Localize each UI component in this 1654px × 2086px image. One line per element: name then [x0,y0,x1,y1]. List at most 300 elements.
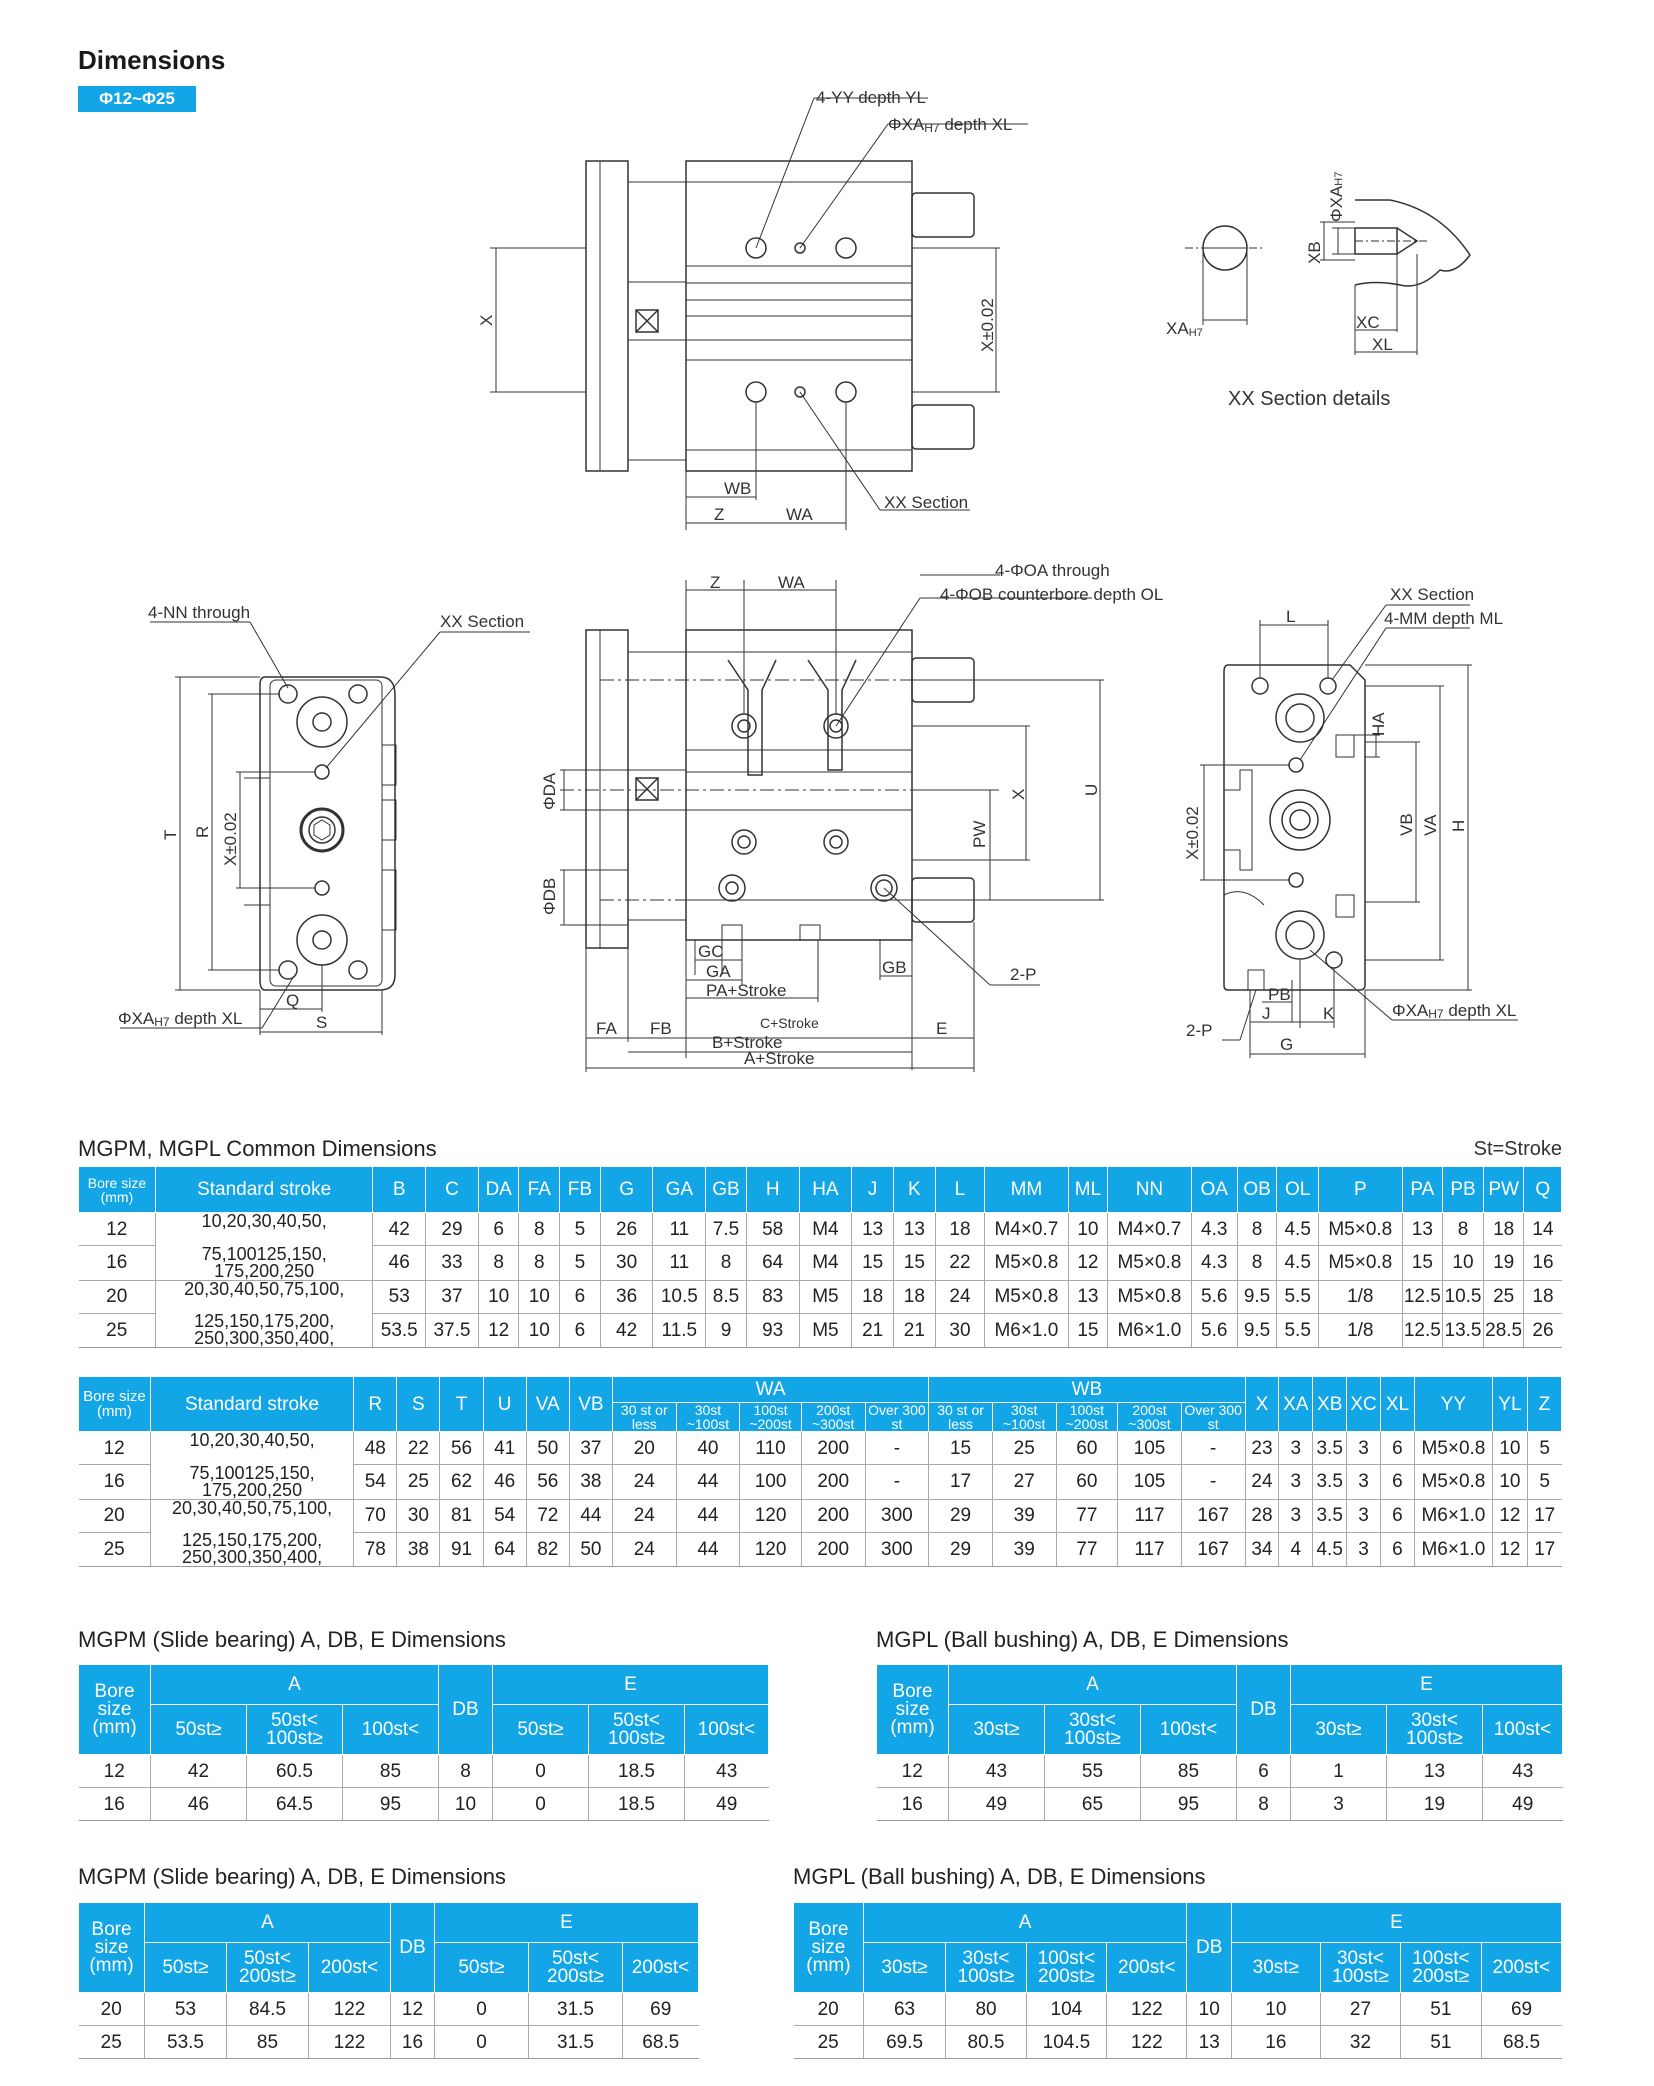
table-cell: M6×1.0 [985,1313,1068,1348]
table-header: OL [1277,1167,1319,1213]
table-header: K [894,1167,936,1213]
table-header: DB [391,1903,435,1993]
table-cell: 5 [560,1246,601,1281]
slide-bearing-table-2 [78,1902,699,2059]
table-cell: M5×0.8 [1319,1246,1402,1281]
table-header: WA [612,1377,928,1403]
table-cell: 9.5 [1237,1280,1277,1313]
xx-detail-labels [1166,172,1393,410]
table-cell: 8 [1237,1788,1291,1821]
table-cell: 50 [569,1532,612,1567]
table-cell: 58 [746,1213,799,1246]
table6-title: MGPL (Ball bushing) A, DB, E Dimensions [793,1864,1206,1889]
table-row [79,1788,769,1821]
table-cell: 6 [560,1313,601,1348]
table-cell: 39 [992,1532,1056,1567]
table-cell: 28.5 [1483,1313,1524,1348]
table-cell: 9 [706,1313,747,1348]
table-header: Bore size (mm) [79,1377,151,1432]
table-cell: 29 [426,1213,479,1246]
label-da: ΦDA [540,772,559,810]
standard-stroke-cell [155,1313,373,1348]
table-cell: 3 [1347,1465,1381,1500]
table-cell: 8 [478,1246,519,1281]
table-cell: 1 [1291,1755,1387,1788]
table-subheader: 30 st or less [929,1403,993,1432]
table-cell: 82 [526,1532,569,1567]
label-pw: PW [970,820,989,848]
table-header: H [746,1167,799,1213]
table-cell: 12 [1068,1246,1108,1281]
table-cell: 62 [440,1465,483,1500]
table-cell: 68.5 [623,2026,699,2059]
table-cell: 25 [79,1313,156,1348]
table-cell: 53.5 [373,1313,426,1348]
table-cell: M5×0.8 [1414,1465,1492,1500]
table-cell: 7.5 [706,1213,747,1246]
label-e: E [936,1019,948,1038]
table-header: A [863,1903,1187,1943]
table-cell: 16 [79,1465,151,1500]
table-cell: 49 [949,1788,1045,1821]
label-gb: GB [882,958,907,977]
table-cell: M5 [799,1280,852,1313]
table-cell: 0 [493,1788,589,1821]
table-header: X [1245,1377,1279,1432]
table-cell: - [865,1432,929,1465]
table-cell: 30 [397,1499,440,1532]
table-cell: 10.5 [1443,1280,1484,1313]
table-header: YY [1414,1377,1492,1432]
table-cell: 167 [1181,1499,1245,1532]
table-cell: 5.6 [1191,1313,1237,1348]
table-header: VA [526,1377,569,1432]
table-cell: 10 [478,1280,519,1313]
table-cell: 5.5 [1277,1280,1319,1313]
table-cell: 105 [1118,1432,1182,1465]
table-header: FB [560,1167,601,1213]
table-subheader: 200st ~300st [801,1403,865,1432]
table-subheader: 30st< 100st≥ [1387,1705,1483,1755]
table-header: Standard stroke [150,1377,353,1432]
table-header: S [397,1377,440,1432]
table-subheader: 100st< [1483,1705,1563,1755]
table-cell: 5.6 [1191,1280,1237,1313]
label-ob: 4-ΦOB counterbore depth OL [940,585,1164,604]
table-cell: 60.5 [247,1755,343,1788]
table-cell: 83 [746,1280,799,1313]
label-h: H [1449,819,1468,832]
table-header: A [151,1665,439,1705]
table-cell: 10 [1443,1246,1484,1281]
table-cell: 0 [493,1755,589,1788]
table-cell: 43 [949,1755,1045,1788]
table-cell: 26 [1524,1313,1562,1348]
table-cell: 31.5 [529,2026,623,2059]
label-x: X [477,314,496,326]
table-cell: 29 [929,1499,993,1532]
label-pb: PB [1268,985,1291,1004]
table-header: XA [1279,1377,1313,1432]
table-header: PB [1443,1167,1484,1213]
table-cell: 25 [794,2026,864,2059]
table-cell: 18 [894,1280,936,1313]
table-header: Standard stroke [155,1167,373,1213]
table-cell: 37 [569,1432,612,1465]
table-row [79,1499,1562,1532]
table-cell: 13 [1402,1213,1443,1246]
table-cell: 0 [435,1993,529,2026]
table-cell: 50 [526,1432,569,1465]
table-cell: 48 [354,1432,397,1465]
table-cell: 24 [612,1465,676,1500]
table-cell: 60 [1056,1465,1118,1500]
table-cell: 54 [483,1499,526,1532]
table-cell: 3 [1279,1499,1313,1532]
table-cell: M5×0.8 [985,1280,1068,1313]
table-header: YL [1492,1377,1527,1432]
label-x-front: X [1009,788,1028,800]
table-cell: 21 [894,1313,936,1348]
table-cell: 95 [343,1788,439,1821]
table-cell: 10 [519,1313,560,1348]
table-cell: 20 [794,1993,864,2026]
table-cell: 44 [569,1499,612,1532]
table-cell: 3 [1347,1499,1381,1532]
right-end-view-drawing [1200,605,1518,1058]
label-xb: XB [1305,241,1324,264]
table-cell: 21 [852,1313,894,1348]
label-oa: 4-ΦOA through [995,561,1110,580]
label-q: Q [286,991,300,1010]
table-cell: 85 [227,2026,309,2059]
table-cell: 13 [1387,1755,1483,1788]
table-cell: M5×0.8 [1414,1432,1492,1465]
table1-title: MGPM, MGPL Common Dimensions [78,1136,437,1161]
label-2p: 2-P [1010,965,1037,984]
table-cell: 6 [1381,1499,1415,1532]
table-subheader: 30st≥ [863,1943,946,1993]
table-cell: 12 [478,1313,519,1348]
table-cell: 104.5 [1026,2026,1106,2059]
stroke-line: 250,300,350,400, [194,1328,335,1348]
table-cell: 3.5 [1313,1465,1347,1500]
table-cell: 69.5 [863,2026,946,2059]
table-cell: 10 [1068,1213,1108,1246]
label-xa-depth: ΦXAH7 depth XL [888,115,1013,135]
table-cell: 23 [1245,1432,1279,1465]
table-cell: 200 [801,1432,865,1465]
label-k: K [1323,1004,1335,1023]
label-t: T [161,829,180,840]
table-cell: 16 [79,1788,151,1821]
table-cell: 8 [1237,1213,1277,1246]
top-view-drawing [490,98,1028,530]
table-subheader: 200st< [309,1943,391,1993]
label-a: A+Stroke [744,1049,815,1068]
table-cell: 6 [1381,1432,1415,1465]
table-subheader: 200st ~300st [1118,1403,1182,1432]
table-row [794,2026,1562,2059]
table-cell: 60 [1056,1432,1118,1465]
table-cell: 65 [1045,1788,1141,1821]
table-cell: 38 [397,1532,440,1567]
table-cell: 4.3 [1191,1213,1237,1246]
table-header: GA [653,1167,706,1213]
table-cell: 15 [1402,1246,1443,1281]
table-subheader: 200st< [1107,1943,1187,1993]
label-2p-right: 2-P [1186,1021,1213,1040]
standard-stroke-cell [155,1280,373,1313]
table-cell: 10 [1492,1432,1527,1465]
table-cell: 10 [1187,1993,1231,2026]
table-cell: 1/8 [1319,1280,1402,1313]
table-cell: 44 [676,1499,740,1532]
table-header: Bore size (mm) [794,1903,864,1993]
table-subheader: 50st< 200st≥ [227,1943,309,1993]
table-cell: 55 [1045,1755,1141,1788]
table-cell: 20 [79,1499,151,1532]
table-cell: 24 [612,1499,676,1532]
table-row [79,1465,1562,1500]
label-xx-details: XX Section details [1228,388,1391,410]
table-subheader: Over 300 st [1181,1403,1245,1432]
table-header: J [852,1167,894,1213]
label-pa: PA+Stroke [706,981,787,1000]
table-cell: 80.5 [946,2026,1026,2059]
table-cell: 30 [600,1246,653,1281]
table-cell: 5 [560,1213,601,1246]
stroke-line: 75,100125,150, [189,1464,315,1483]
table-cell: 16 [1231,2026,1320,2059]
table-cell: 38 [569,1465,612,1500]
table-header: HA [799,1167,852,1213]
table-cell: 41 [483,1432,526,1465]
standard-stroke-cell [155,1213,373,1246]
table-cell: 77 [1056,1499,1118,1532]
table-row [79,1532,1562,1567]
table-cell: 10 [1492,1465,1527,1500]
table-cell: 69 [623,1993,699,2026]
table-cell: 81 [440,1499,483,1532]
slide-bearing-table-1 [78,1664,769,1821]
stroke-line: 175,200,250 [214,1260,315,1280]
table-row [79,1755,769,1788]
label-u: U [1082,783,1101,796]
table-cell: 95 [1141,1788,1237,1821]
table-cell: 24 [1245,1465,1279,1500]
table-cell: 46 [483,1465,526,1500]
table-header: PA [1402,1167,1443,1213]
table-cell: 29 [929,1532,993,1567]
table-cell: 24 [935,1280,984,1313]
table-cell: 12 [877,1755,949,1788]
table-header: DB [1187,1903,1231,1993]
table-cell: 40 [676,1432,740,1465]
label-gc: GC [698,942,724,961]
table-cell: 91 [440,1532,483,1567]
table-cell: 49 [1483,1788,1563,1821]
table-cell: 18 [1483,1213,1524,1246]
left-end-view-drawing [120,622,530,1035]
table-cell: 39 [992,1499,1056,1532]
table-cell: 16 [79,1246,156,1281]
table-cell: 8 [519,1213,560,1246]
table-header: Q [1524,1167,1562,1213]
table-cell: 6 [1381,1465,1415,1500]
table-row [79,1313,1562,1348]
table-cell: 25 [397,1465,440,1500]
stroke-line: 250,300,350,400, [181,1547,323,1567]
table-cell: M4×0.7 [985,1213,1068,1246]
table-header: T [440,1377,483,1432]
table-row [794,1993,1562,2026]
common-dimensions-table-2 [78,1376,1562,1567]
table-cell: 300 [865,1499,929,1532]
table-header: NN [1108,1167,1191,1213]
table-cell: 5 [1527,1432,1561,1465]
table-subheader: 50st< 100st≥ [589,1705,685,1755]
table-header: Bore size (mm) [79,1903,145,1993]
table-cell: 18.5 [589,1788,685,1821]
label-ga: GA [706,962,731,981]
label-wa-front: WA [778,573,805,592]
label-fb: FB [650,1019,672,1038]
table-subheader: Over 300 st [865,1403,929,1432]
label-mm: 4-MM depth ML [1384,609,1504,628]
table-cell: 43 [1483,1755,1563,1788]
table-cell: 3 [1347,1532,1381,1567]
label-xx-section-right: XX Section [1390,585,1475,604]
table-cell: 26 [600,1213,653,1246]
table-cell: 51 [1401,2026,1481,2059]
table-cell: 42 [600,1313,653,1348]
table-cell: 9.5 [1237,1313,1277,1348]
table-cell: 117 [1118,1499,1182,1532]
table-subheader: 30 st or less [612,1403,676,1432]
table-subheader: 50st≥ [151,1705,247,1755]
table-cell: 6 [1381,1532,1415,1567]
ball-bushing-table-1 [876,1664,1563,1821]
table-cell: 28 [1245,1499,1279,1532]
table-cell: 25 [1483,1280,1524,1313]
table-cell: 13 [894,1213,936,1246]
table-cell: 19 [1387,1788,1483,1821]
table-cell: 72 [526,1499,569,1532]
table-subheader: 30st< 100st≥ [1045,1705,1141,1755]
table-cell: 16 [877,1788,949,1821]
front-view-drawing [560,575,1104,1072]
label-wa: WA [786,505,813,524]
label-va: VA [1421,814,1440,836]
table-header: OA [1191,1167,1237,1213]
standard-stroke-cell [150,1432,353,1465]
table-cell: 22 [935,1246,984,1281]
table-cell: 8 [1443,1213,1484,1246]
label-db: ΦDB [540,877,559,915]
label-ha: HA [1369,712,1388,736]
label-xa: XAH7 [1166,319,1203,339]
table-header: Bore size (mm) [877,1665,949,1755]
table-cell: 5.5 [1277,1313,1319,1348]
table-subheader: 30st< 100st≥ [1320,1943,1400,1993]
table-header: ML [1068,1167,1108,1213]
table-cell: 42 [373,1213,426,1246]
table-cell: 63 [863,1993,946,2026]
table-cell: 32 [1320,2026,1400,2059]
table-cell: 6 [1237,1755,1291,1788]
table-cell: 4.3 [1191,1246,1237,1281]
label-g: G [1280,1035,1294,1054]
table-cell: 19 [1483,1246,1524,1281]
table-header: U [483,1377,526,1432]
table-cell: 200 [801,1499,865,1532]
table-cell: M6×1.0 [1108,1313,1191,1348]
table-subheader: 30st ~100st [676,1403,740,1432]
table-cell: 8 [519,1246,560,1281]
table-subheader: 30st≥ [1231,1943,1320,1993]
table-cell: 200 [801,1532,865,1567]
table-cell: M5×0.8 [1108,1246,1191,1281]
table-header: MM [985,1167,1068,1213]
table-cell: M6×1.0 [1414,1532,1492,1567]
table-subheader: 50st< 100st≥ [247,1705,343,1755]
label-r: R [193,825,212,838]
table-header: B [373,1167,426,1213]
table-cell: 8 [439,1755,493,1788]
table-cell: 44 [676,1532,740,1567]
front-view-labels [540,561,1163,1068]
stroke-line: 125,150,175,200, [181,1532,323,1550]
table-cell: 13 [852,1213,894,1246]
table-cell: 42 [151,1755,247,1788]
standard-stroke-cell [150,1499,353,1532]
label-vb: VB [1397,813,1416,836]
label-wb: WB [724,479,752,498]
table-subheader: 100st< [685,1705,769,1755]
table-cell: 3 [1279,1432,1313,1465]
table-cell: 11 [653,1246,706,1281]
table-cell: 12.5 [1402,1313,1443,1348]
stroke-line: 75,100125,150, [201,1245,327,1264]
table-cell: 122 [1107,1993,1187,2026]
table-cell: 300 [865,1532,929,1567]
table-cell: 167 [1181,1532,1245,1567]
label-xc: XC [1356,313,1380,332]
table-cell: 10 [519,1280,560,1313]
table-subheader: 30st≥ [949,1705,1045,1755]
table-subheader: 100st ~200st [740,1403,802,1432]
table-cell: M5×0.8 [985,1246,1068,1281]
table-header: XC [1347,1377,1381,1432]
label-s: S [316,1013,328,1032]
table-cell: 10 [439,1788,493,1821]
stroke-line: 20,30,40,50,75,100, [171,1499,333,1518]
table-cell: 5 [1527,1465,1561,1500]
table-cell: 12 [79,1755,151,1788]
table-cell: 77 [1056,1532,1118,1567]
table-subheader: 30st< 100st≥ [946,1943,1026,1993]
table-cell: 53.5 [145,2026,227,2059]
label-x-tol-left: X±0.02 [221,812,240,866]
table-header: PW [1483,1167,1524,1213]
table-cell: 56 [440,1432,483,1465]
table-subheader: 50st≥ [435,1943,529,1993]
table-header: Bore size (mm) [79,1665,151,1755]
table-header: VB [569,1377,612,1432]
table-cell: M4 [799,1213,852,1246]
table-header: E [1291,1665,1563,1705]
